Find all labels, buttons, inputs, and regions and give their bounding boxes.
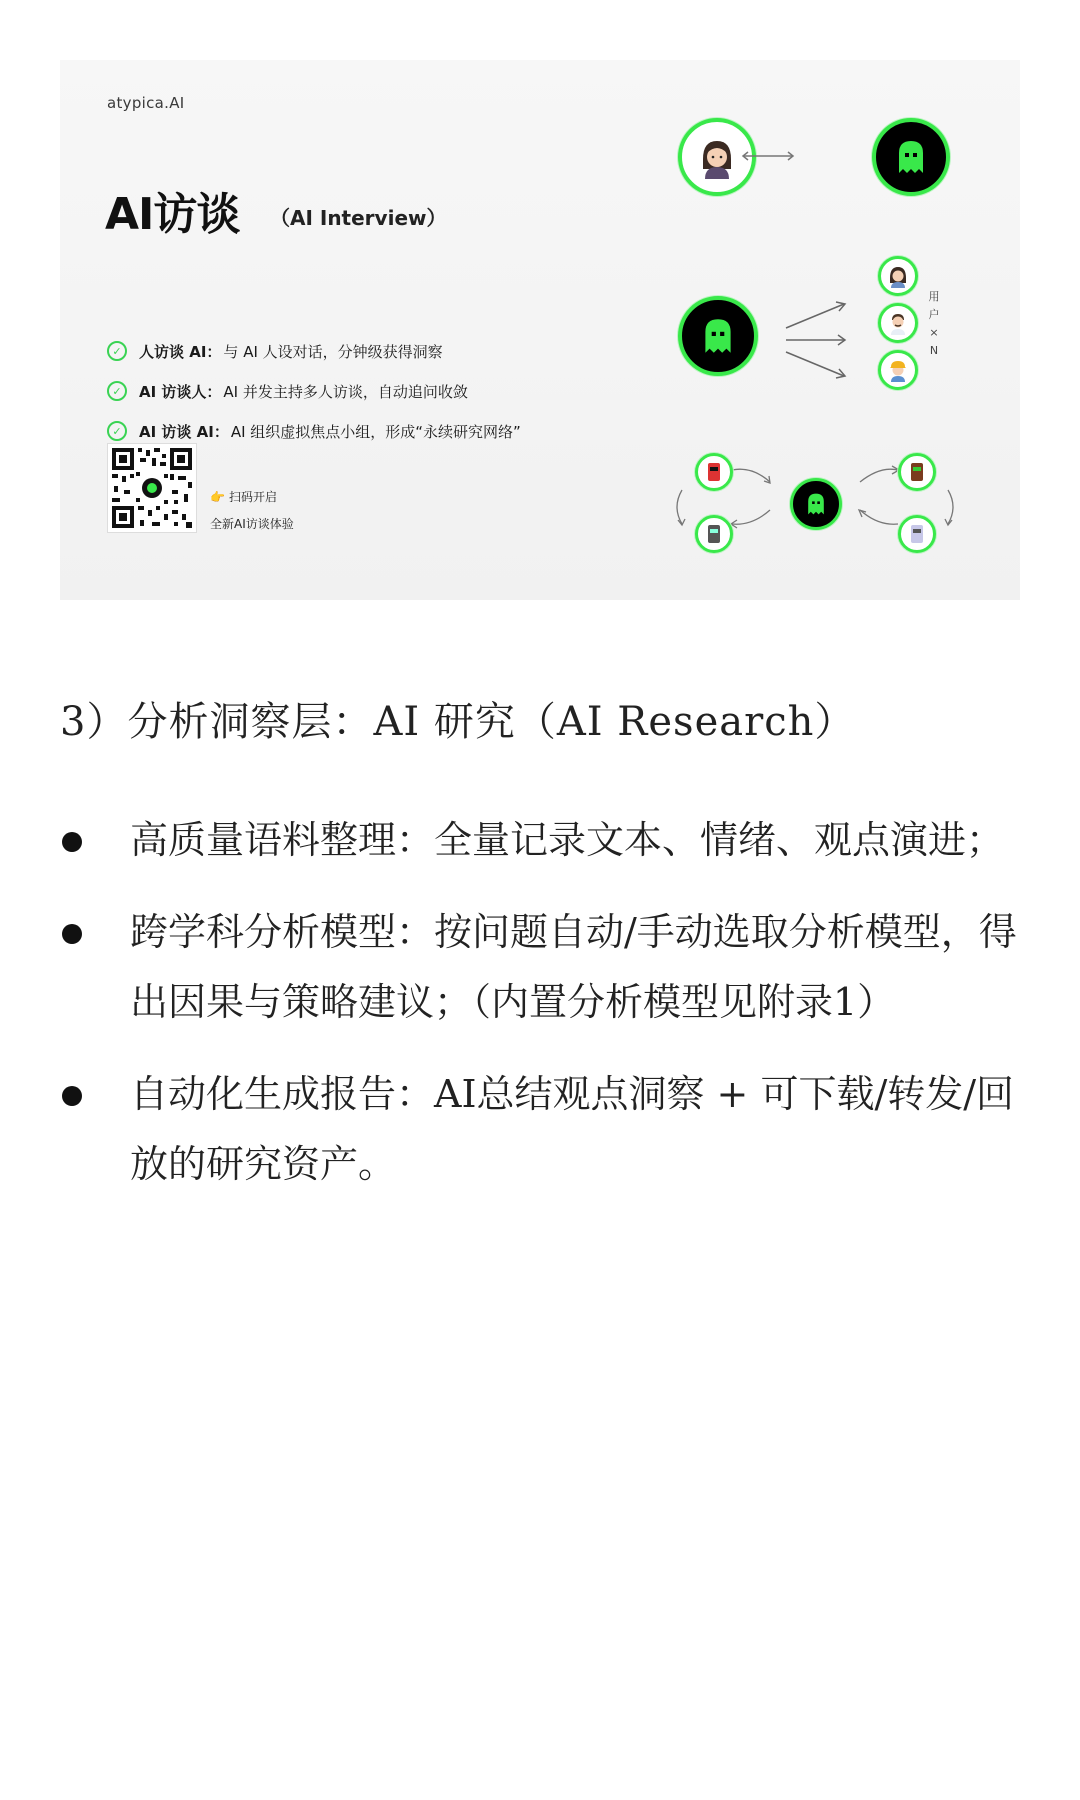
brand-logo-text: atypica.AI	[107, 94, 185, 112]
check-icon: ✓	[107, 341, 127, 361]
feature-item	[107, 417, 521, 445]
fan-out-arrows-icon	[782, 296, 852, 380]
bullet-dot-icon	[62, 832, 82, 852]
agent-avatar-icon	[898, 515, 936, 553]
feature-label: 人访谈 AI：	[139, 342, 222, 361]
feature-item	[107, 377, 468, 405]
slide-title: AI访谈	[105, 189, 240, 240]
list-item	[60, 897, 1020, 1037]
feature-text: 与 AI 人设对话，分钟级获得洞察	[223, 342, 443, 361]
slide-subtitle: （AI Interview）	[270, 206, 447, 230]
agent-avatar-icon	[898, 453, 936, 491]
user-worker-avatar-icon	[878, 350, 918, 390]
users-times-n-label	[926, 288, 942, 360]
section-title: 3）分析洞察层：AI 研究（AI Research）	[60, 699, 856, 745]
interview-slide-image	[60, 60, 1020, 600]
ai-ghost-avatar-icon	[678, 296, 758, 376]
bullet-dot-icon	[62, 924, 82, 944]
list-item	[60, 805, 1020, 875]
users-label-char: 户	[928, 308, 940, 321]
feature-text: AI 并发主持多人访谈，自动追问收敛	[223, 382, 468, 401]
agent-avatar-icon	[695, 453, 733, 491]
qr-code[interactable]	[107, 443, 197, 533]
qr-cta-line1: 扫码开启	[228, 490, 277, 504]
feature-label: AI 访谈 AI：	[139, 422, 229, 441]
check-icon: ✓	[107, 421, 127, 441]
users-label-char: N	[929, 344, 939, 357]
list-item-text: 自动化生成报告：AI总结观点洞察 + 可下载/转发/回放的研究资产。	[130, 1072, 1015, 1186]
feature-text: AI 组织虚拟焦点小组，形成“永续研究网络”	[230, 422, 521, 441]
bidirectional-arrow-icon	[740, 150, 796, 162]
bullet-list	[60, 805, 1020, 1221]
list-item-text: 高质量语料整理：全量记录文本、情绪、观点演进；	[130, 818, 1005, 862]
bullet-dot-icon	[62, 1086, 82, 1106]
ai-ghost-avatar-icon	[872, 118, 950, 196]
users-label-char: 用	[928, 290, 940, 303]
qr-cta-text	[210, 488, 277, 505]
agent-avatar-icon	[695, 515, 733, 553]
users-label-char: ×	[929, 326, 939, 339]
pointing-hand-icon: 👉	[210, 490, 225, 504]
user-woman-avatar-icon	[878, 256, 918, 296]
check-icon: ✓	[107, 381, 127, 401]
ai-ghost-center-icon	[790, 478, 842, 530]
feature-item	[107, 337, 443, 365]
list-item-text: 跨学科分析模型：按问题自动/手动选取分析模型，得出因果与策略建议；（内置分析模型见附录1）	[130, 910, 1017, 1024]
feature-label: AI 访谈人：	[139, 382, 222, 401]
user-man-avatar-icon	[878, 303, 918, 343]
list-item	[60, 1059, 1020, 1199]
qr-cta-text-2: 全新AI访谈体验	[210, 517, 294, 531]
